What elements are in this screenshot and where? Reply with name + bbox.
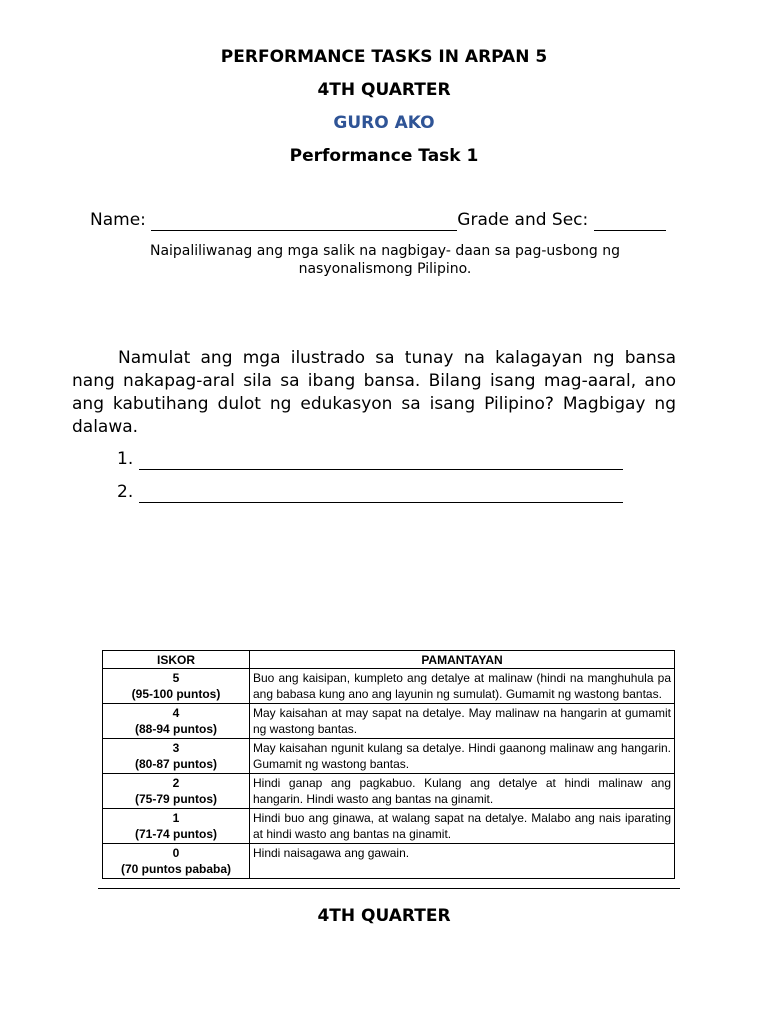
answer-line-1	[117, 448, 623, 470]
score-range: (80-87 puntos)	[134, 757, 217, 771]
answer-number: 2.	[117, 482, 134, 502]
answer-field-1[interactable]	[139, 451, 623, 470]
table-row	[103, 739, 675, 774]
table-row	[103, 774, 675, 809]
rubric-table	[102, 650, 675, 879]
document-title: PERFORMANCE TASKS IN ARPAN 5	[220, 47, 548, 67]
answer-field-2[interactable]	[139, 484, 623, 503]
score-range: (75-79 puntos)	[134, 792, 217, 806]
grade-label: Grade and Sec:	[457, 210, 589, 230]
question-text: Namulat ang mga ilustrado sa tunay na kalagayan ng bansa nang nakapag-aral sila sa ibang bansa. Bilang isang mag-aaral, ano ang kabutihang dulot ng edukasyon sa isang Pilipino? Magbigay ng dalawa.	[72, 348, 676, 437]
score-range: (95-100 puntos)	[131, 687, 221, 701]
table-row	[103, 844, 675, 879]
score-value: 4	[172, 706, 180, 720]
score-cell	[103, 809, 250, 844]
score-value: 5	[172, 671, 180, 685]
score-value: 0	[172, 846, 180, 860]
criteria-cell: Hindi buo ang ginawa, at walang sapat na detalye. Malabo ang nais iparating at hindi wasto ang bantas na ginamit.	[250, 809, 675, 844]
learning-competency: Naipaliliwanag ang mga salik na nagbigay- daan sa pag-usbong ng nasyonalismong Pilipino.	[149, 243, 621, 277]
name-label: Name:	[90, 210, 146, 230]
criteria-cell: Hindi ganap ang pagkabuo. Kulang ang detalye at hindi malinaw ang hangarin. Hindi wasto ang bantas na ginamit.	[250, 774, 675, 809]
footer-quarter: 4TH QUARTER	[317, 906, 451, 926]
question-block	[72, 347, 676, 439]
author-heading: GURO AKO	[333, 113, 435, 133]
score-value: 1	[172, 811, 180, 825]
name-row	[90, 209, 690, 231]
answer-line-2	[117, 481, 623, 503]
score-cell	[103, 739, 250, 774]
header-iskor: ISKOR	[103, 651, 250, 669]
name-field[interactable]	[151, 212, 457, 231]
score-cell	[103, 704, 250, 739]
table-row	[103, 669, 675, 704]
criteria-cell: Buo ang kaisipan, kumpleto ang detalye at malinaw (hindi na manghuhula pa ang babasa kung ano ang layunin ng sumulat). Gumamit ng wastong bantas.	[250, 669, 675, 704]
score-range: (88-94 puntos)	[134, 722, 217, 736]
score-cell	[103, 774, 250, 809]
score-value: 2	[172, 776, 180, 790]
task-heading: Performance Task 1	[289, 146, 479, 166]
criteria-cell: Hindi naisagawa ang gawain.	[250, 844, 675, 879]
score-cell	[103, 844, 250, 879]
rubric-header-row	[103, 651, 675, 669]
table-row	[103, 809, 675, 844]
criteria-cell: May kaisahan at may sapat na detalye. May malinaw na hangarin at gumamit ng wastong bantas.	[250, 704, 675, 739]
score-range: (70 puntos pababa)	[120, 862, 231, 876]
answer-number: 1.	[117, 449, 134, 469]
criteria-cell: May kaisahan ngunit kulang sa detalye. Hindi gaanong malinaw ang hangarin. Gumamit ng wastong bantas.	[250, 739, 675, 774]
quarter-heading: 4TH QUARTER	[317, 80, 451, 100]
header-pamantayan: PAMANTAYAN	[250, 651, 675, 669]
score-cell	[103, 669, 250, 704]
table-row	[103, 704, 675, 739]
score-range: (71-74 puntos)	[134, 827, 217, 841]
score-value: 3	[172, 741, 180, 755]
grade-field[interactable]	[594, 212, 666, 231]
table-bottom-rule	[98, 888, 680, 889]
